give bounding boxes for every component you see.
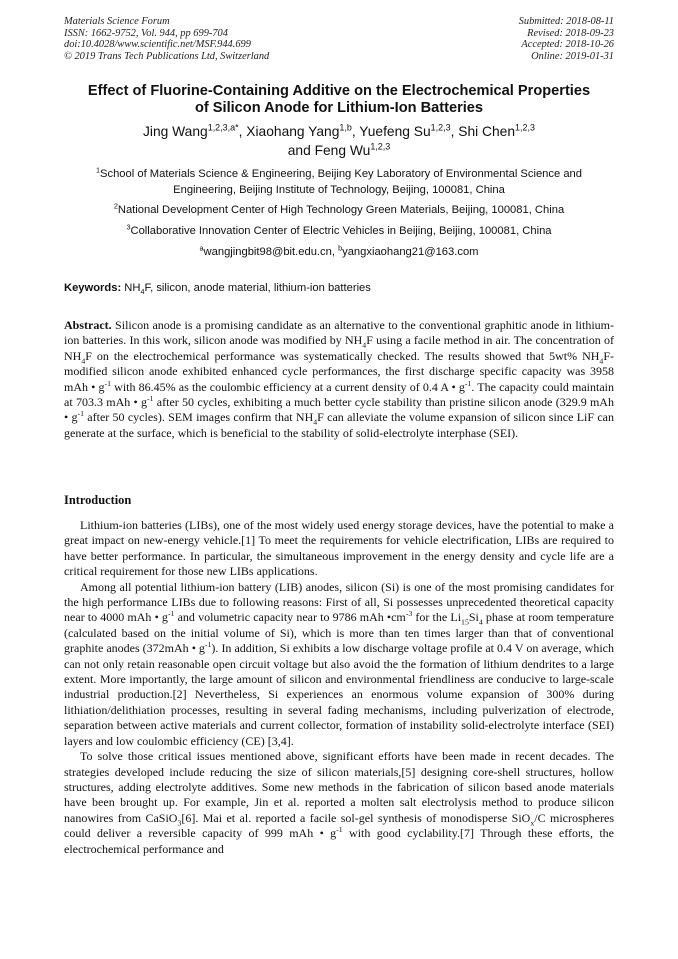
abstract-label: Abstract. — [64, 318, 112, 332]
author-list — [40, 122, 638, 160]
copyright-line: © 2019 Trans Tech Publications Ltd, Switzerland — [64, 50, 270, 62]
affiliation-mark: 3 — [126, 222, 131, 232]
author-affiliation-mark: 1,2,3 — [515, 122, 535, 133]
affiliation-mark: 2 — [113, 201, 118, 211]
doi-line: doi:10.4028/www.scientific.net/MSF.944.699 — [64, 39, 251, 51]
author-name: Jing Wang — [143, 124, 208, 139]
affiliation-mark: 1 — [95, 165, 101, 175]
author-name: , Shi Chen — [450, 124, 516, 139]
accepted-date: Accepted: 2018-10-26 — [521, 39, 614, 51]
affiliation-text: School of Materials Science & Engineering, Beijing Key Laboratory of Environmental Science and — [100, 168, 582, 180]
online-date: Online: 2019-01-31 — [531, 50, 614, 62]
author-name: and Feng Wu — [287, 143, 371, 158]
email-address: wangjingbit98@bit.edu.cn, — [203, 246, 339, 258]
author-name: , Yuefeng Su — [351, 124, 431, 139]
keywords-label: Keywords: — [64, 282, 122, 294]
affiliation-text: Collaborative Innovation Center of Electric Vehicles in Beijing, Beijing, 100081, China — [130, 225, 552, 237]
journal-name: Materials Science Forum — [64, 16, 170, 27]
revised-date: Revised: 2018-09-23 — [527, 27, 614, 39]
journal-info — [64, 16, 269, 62]
introduction-body — [64, 518, 614, 857]
author-affiliation-mark: 1,2,3 — [430, 122, 451, 133]
author-affiliation-mark: 1,2,3 — [370, 141, 391, 152]
author-emails — [40, 245, 638, 261]
authors-line-1 — [40, 122, 638, 141]
affiliation-text: Engineering, Beijing Institute of Technology, Beijing, 100081, China — [173, 183, 505, 196]
affiliation-2 — [40, 203, 638, 219]
email-mark: a — [199, 243, 204, 253]
paper-title — [40, 83, 638, 117]
submitted-date: Submitted: 2018-08-11 — [518, 16, 614, 27]
paragraph: To solve those critical issues mentioned above, significant efforts have been made in recent decades. The strategies developed include reducing the size of silicon materials,[5] designing core-shell structures, hollow structures, adding electrolyte additives. Some new methods in the fabrication of silicon based anode materials have been brought up. For example, Jin et al. reported a molten salt electrolysis method to produce silicon nanowires from CaSiO$_3$[6]. Mai et al. reported a facile sol-gel synthesis of monodisperse SiO$_x$/C microspheres could deliver a reversible capacity of 999 mAh • $g^{-1}$ with good cyclability.[7] Through these efforts, the electrochemical performance and — [64, 749, 614, 856]
issn-line: ISSN: 1662-9752, Vol. 944, pp 699-704 — [64, 27, 228, 39]
keywords: Keywords: $NH_4F$, silicon, anode material, lithium-ion batteries — [64, 282, 371, 297]
email-mark: b — [338, 243, 343, 253]
email-address: yangxiaohang21@163.com — [342, 246, 479, 258]
author-affiliation-mark: 1,2,3,a* — [207, 122, 239, 133]
paragraph: Lithium-ion batteries (LIBs), one of the most widely used energy storage devices, have the potential to make a great impact on new-energy vehicle.[1] To meet the requirements for vehicle electrification, LIBs are required to have better performance. In particular, the simultaneous improvement in the energy density and cycle life are a critical requirement for those new LIBs applications. — [64, 518, 614, 579]
author-affiliation-mark: 1,b — [339, 122, 352, 133]
paragraph: Among all potential lithium-ion battery (LIB) anodes, silicon (Si) is one of the most promising candidates for the high performance LIBs due to following reasons: First of all, Si possesses unprecedented theoretical capacity near to 4000 mAh • $g^{-1}$ and volumetric capacity near to 9786 mAh $•cm^{-3}$ for the $Li_{15}Si_4$ phase at room temperature (calculated based on the initial volume of Si), which is more than ten times larger than that of conventional graphite anodes (372mAh • $g^{-1}$). In addition, Si exhibits a low discharge voltage profile at 0.4 V on average, which can not only retain reasonable open circuit voltage but also avoid the the formation of lithium dendrites to a large extent. More importantly, the large amount of silicon and environmental friendliness are conducive to large-scale industrial production.[2] Nevertheless, Si experiences an enormous volume expansion of 300% during lithiation/delithiation processes, resulting in several fading mechanisms, including pulverization of electrode, separation between active materials and current collector, formation of instability solid-electrolyte interface (SEI) layers and low coulombic efficiency (CE) [3,4]. — [64, 579, 614, 748]
publication-dates — [519, 16, 614, 62]
affiliation-text: National Development Center of High Technology Green Materials, Beijing, 100081, China — [117, 204, 565, 216]
authors-line-2 — [40, 141, 638, 160]
affiliation-3 — [40, 224, 638, 240]
affiliation-1 — [40, 167, 638, 198]
title-line-2: of Silicon Anode for Lithium-Ion Batteries — [194, 100, 484, 116]
section-heading-introduction: Introduction — [64, 493, 132, 507]
abstract: Abstract. Silicon anode is a promising candidate as an alternative to the conventional graphitic anode in lithium-ion batteries. In this work, silicon anode was modified by $NH_4F$ using a facile method in air. The concentration of $NH_4F$ on the electrochemical performance was systematically checked. The results showed that 5wt% $NH_4F$-modified silicon anode exhibited enhanced cycle performances, the first discharge specific capacity was 3958 mAh • $g^{-1}$ with 86.45% as the coulombic efficiency at a current density of 0.4 A • $g^{-1}$. The capacity could maintain at 703.3 mAh • $g^{-1}$ after 50 cycles, exhibiting a much better cycle stability than pristine silicon anode (329.9 mAh • $g^{-1}$ after 50 cycles). SEM images confirm that $NH_4F$ can alleviate the volume expansion of silicon since LiF can generate at the surface, which is beneficial to the stability of solid-electrolyte interphase (SEI). — [64, 318, 615, 440]
title-line-1: Effect of Fluorine-Containing Additive on the Electrochemical Properties — [87, 83, 591, 99]
author-name: , Xiaohang Yang — [238, 124, 340, 139]
